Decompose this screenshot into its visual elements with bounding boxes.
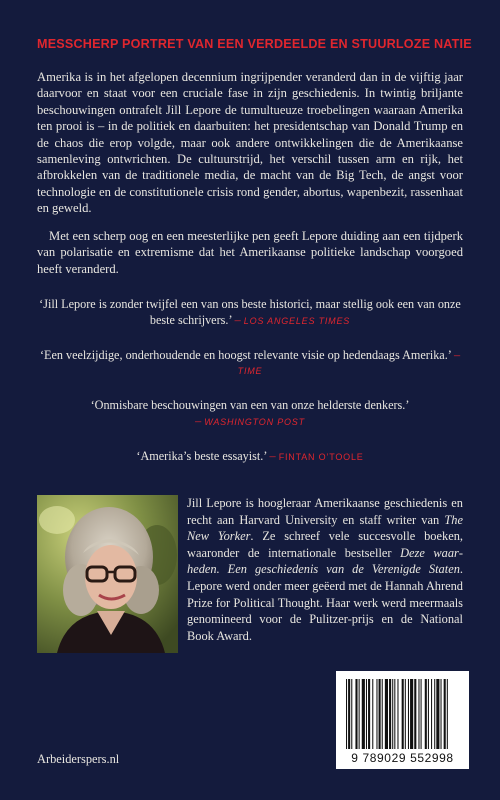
isbn-barcode [336,671,469,769]
bio-text: Jill Lepore is hoogleraar Amerikaanse geschiedenis en recht aan Harvard University en staff writer van [187,496,463,527]
quote-dash: – [195,413,202,428]
quote-dash: – [269,448,276,463]
bio-text: . Ze schreef vele succesvolle boeken, waaronder de internationale bestseller [187,529,463,560]
review-quote [30,398,470,431]
quote-source: TIME [237,366,263,377]
bio-text: . Lepore werd onder meer geëerd met de Hannah Ahrend Prize for Political Thought. Haar werk werd meermaals genomineerd voor de Pulitzer-prijs en de National Book Award. [187,562,463,643]
isbn-number: 9 789029 552998 [351,751,454,765]
bio-book-title: Deze waarheden. Een geschiedenis van de Verenigde Staten [187,545,463,577]
quote-text: ‘Onmisbare beschouwingen van een van onze helderste denkers.’ [90,398,410,413]
review-quote [30,348,470,381]
quote-dash: – [234,312,241,327]
review-quote [30,449,470,466]
quote-dash: – [453,347,461,362]
publisher-url: Arbeiderspers.nl [37,752,120,766]
blurb-paragraph-1: Amerika is in het afgelopen decennium ingrijpender veranderd dan in de vijftig jaar daarvoor en staat voor een cruciale fase in zijn geschiedenis. In twintig briljante beschouwingen ontrafelt Jill Lepore de tumultueuze troebelingen waaraan Amerika ten prooi is – in de politiek en daarbuiten: het presidentschap van Donald Trump en de chaos die erop volgde, maar ook andere ontwikkelingen die de Amerikaanse samenleving ontwrichten. De cultuurstrijd, het verschil tussen arm en rijk, het afbrokkelen van de traditionele media, de macht van de Big Tech, de angst voor technologie en de constitutionele crisis rond gender, abortus, wapenbezit, rassenhaat en geweld. [37,70,463,216]
headline: MESSCHERP PORTRET VAN EEN VERDEELDE EN STUURLOZE NATIE [37,37,472,51]
blurb-paragraph-2: Met een scherp oog en een meesterlijke pen geeft Lepore duiding aan een tijdperk van polarisatie en extremisme dat het Amerikaanse politieke landschap voorgoed heeft veranderd. [37,229,463,276]
review-quote [30,297,470,330]
quote-text: ‘Jill Lepore is zonder twijfel een van ons beste historici, maar stellig ook een van onze beste schrijvers.’ [39,297,461,327]
quote-text: ‘Amerika’s beste essayist.’ [136,448,267,463]
bio-magazine-title: The New Yorker [187,512,463,544]
quote-text: ‘Een veelzijdige, onderhoudende en hoogst relevante visie op hedendaags Amerika.’ [39,347,451,362]
quote-source: FINTAN O’TOOLE [278,451,364,462]
review-quotes [30,297,470,484]
author-bio [187,495,463,644]
quote-source: LOS ANGELES TIMES [243,315,351,326]
quote-source: WASHINGTON POST [204,416,305,427]
author-photo [37,495,178,653]
